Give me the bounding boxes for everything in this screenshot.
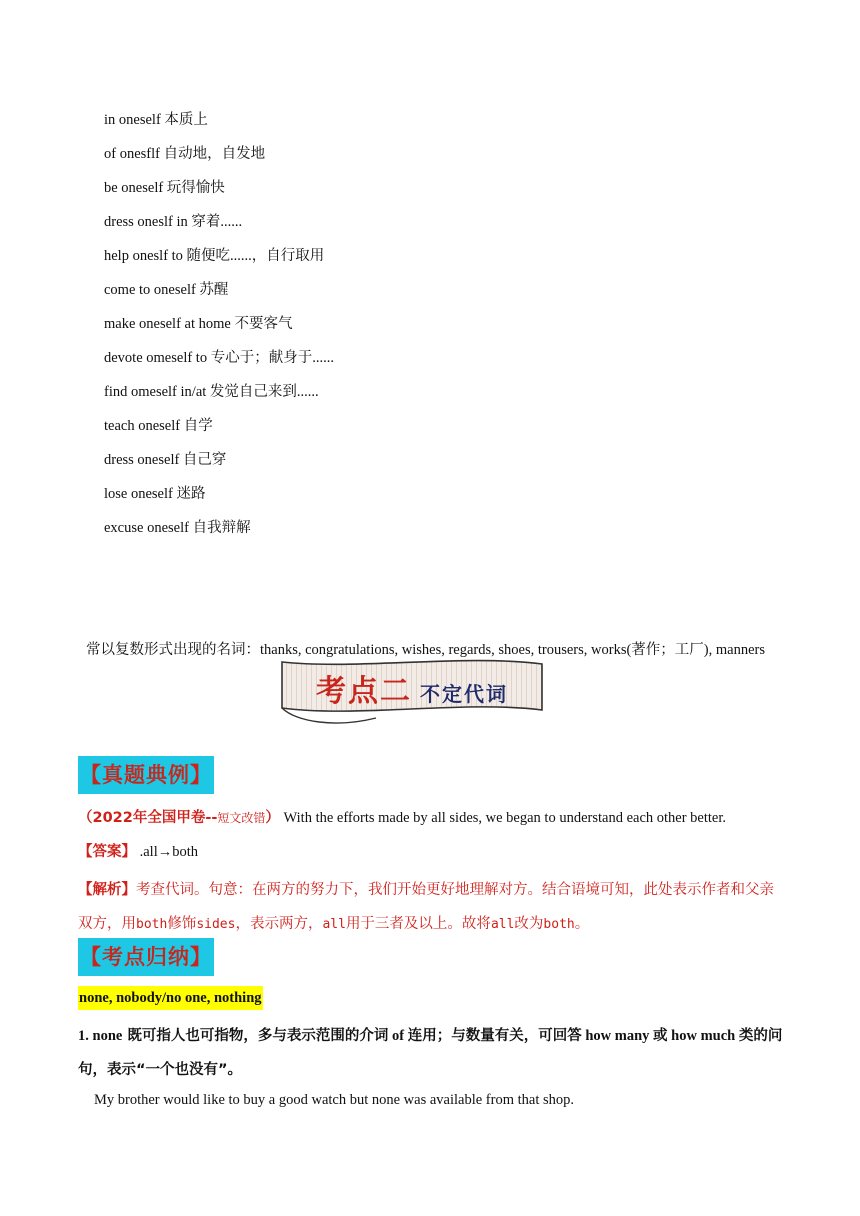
analysis-text-5: 改为 [514, 916, 544, 932]
phrase-item: excuse oneself 自我辩解 [104, 520, 251, 536]
phrase-item: lose oneself 迷路 [104, 486, 206, 502]
rule-or: 或 [653, 1028, 668, 1044]
answer-label: 【答案】 [78, 844, 136, 860]
phrase-item: dress oneself 自己穿 [104, 452, 227, 468]
rule-text-2: 连用；与数量有关，可回答 [407, 1028, 582, 1044]
phrase-item: of onesflf 自动地，自发地 [104, 146, 266, 162]
phrase-item: dress oneslf in 穿着...... [104, 214, 243, 230]
exam-source-close: ） [265, 810, 280, 826]
banner-title [276, 666, 548, 710]
exam-source-type: 短文改错 [217, 811, 266, 825]
analysis-text-3: ，表示两方， [235, 916, 323, 932]
analysis-label: 【解析】 [78, 882, 136, 898]
rule-keyword-of: of [388, 1028, 408, 1044]
phrase-item: in oneself 本质上 [104, 112, 208, 128]
phrase-item: come to oneself 苏醒 [104, 282, 229, 298]
rule-how-much: how much [667, 1028, 739, 1044]
phrase-item: devote omeself to 专心于；献身于...... [104, 350, 334, 366]
banner-sub-text: 不定代词 [420, 682, 508, 706]
summary-tag: 【考点归纳】 [78, 938, 214, 976]
rule-number: 1. [78, 1028, 93, 1044]
example-sentence: My brother would like to buy a good watch but none was available from that shop. [94, 1092, 575, 1108]
answer-line [78, 840, 198, 864]
code-all: all [322, 917, 346, 932]
phrase-list [104, 108, 334, 550]
code-both: both [136, 917, 168, 932]
exam-question [78, 806, 726, 830]
code-all-2: all [490, 917, 515, 932]
section-banner [276, 656, 548, 728]
rule-text-1: 既可指人也可指物，多与表示范围的介词 [122, 1028, 389, 1044]
phrase-item: be oneself 玩得愉快 [104, 180, 225, 196]
analysis-text-6: 。 [574, 916, 590, 932]
plural-nouns-line: 常以复数形式出现的名词：thanks, congratulations, wishes, regards, shoes, trousers, works(著作；工厂), manners [86, 642, 765, 658]
phrase-item: teach oneself 自学 [104, 418, 213, 434]
phrase-item: find omeself in/at 发觉自己来到...... [104, 384, 319, 400]
exam-sentence: With the efforts made by all sides, we began to understand each other better. [283, 810, 727, 826]
banner-main-text: 考点二 [316, 674, 412, 709]
phrase-item: help oneslf to 随便吃......，自行取用 [104, 248, 325, 264]
exam-example-tag: 【真题典例】 [78, 756, 214, 794]
analysis-text-2: 修饰 [167, 916, 197, 932]
rule-how-many: how many [581, 1028, 654, 1044]
analysis-text-1: 考查代词。句意：在两方的努力下，我们开始更好地理解对方。结合语境可知，此处表示作者和父亲双方，用 [78, 882, 774, 932]
exam-source: （2022年全国甲卷-- [78, 810, 218, 826]
rule-keyword-none: none [92, 1028, 123, 1044]
summary-heading: none, nobody/no one, nothing [78, 986, 263, 1010]
analysis-text-4: 用于三者及以上。故将 [345, 916, 491, 932]
rule-text-3: 类的问句，表示“一个也没有”。 [78, 1028, 783, 1078]
phrase-item: make oneself at home 不要客气 [104, 316, 293, 332]
rule-paragraph [78, 1019, 784, 1087]
analysis-paragraph [78, 873, 784, 942]
code-sides: sides [196, 917, 236, 932]
code-both-2: both [543, 917, 575, 932]
answer-text: .all→both [136, 844, 199, 860]
